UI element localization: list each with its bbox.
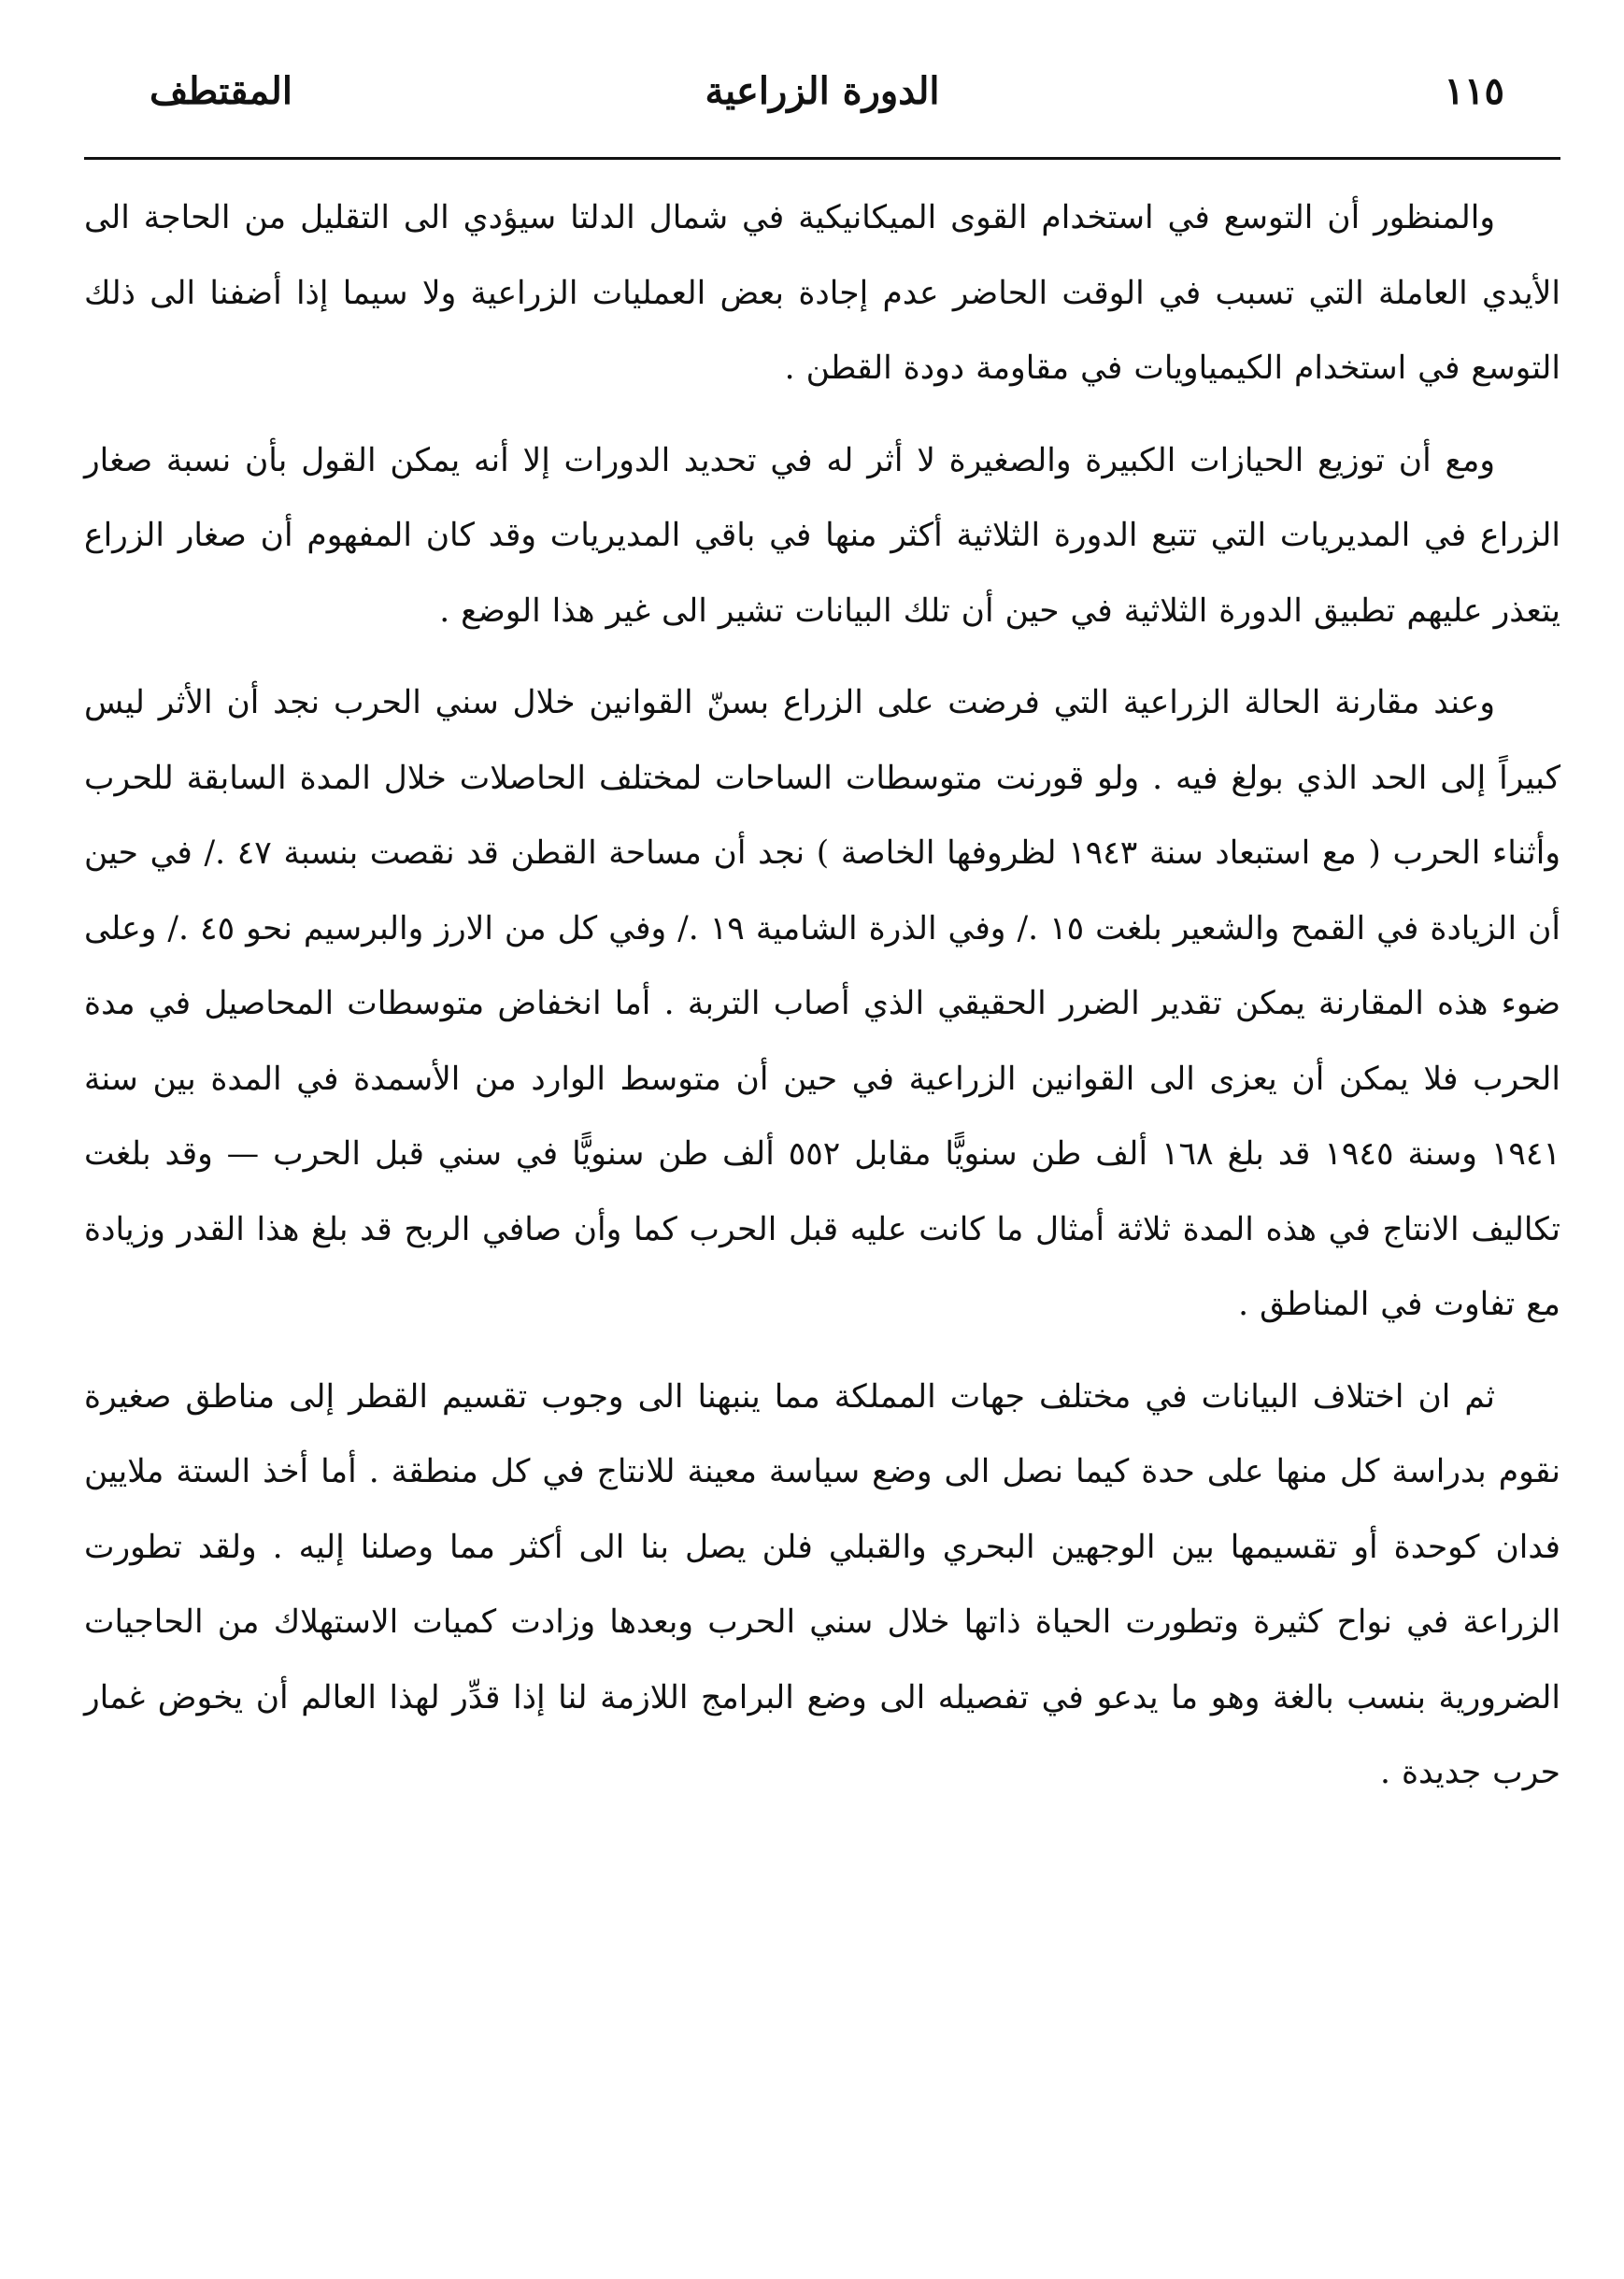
header-rule (84, 157, 1560, 160)
running-title: الدورة الزراعية (705, 69, 940, 113)
paragraph: ومع أن توزيع الحيازات الكبيرة والصغيرة لا أثر له في تحديد الدورات إلا أنه يمكن القول بأن نسبة صغار الزراع في المديريات التي تتبع الدورة الثلاثية أكثر منها في باقي المديريات وقد كان المفهوم أن صغار الزراع يتعذر عليهم تطبيق الدورة الثلاثية في حين أن تلك البيانات تشير الى غير هذا الوضع . (84, 441, 1560, 630)
article-body (84, 180, 1560, 1811)
page-header (84, 56, 1560, 140)
paragraph: وعند مقارنة الحالة الزراعية التي فرضت على الزراع بسنّ القوانين خلال سني الحرب نجد أن الأثر ليس كبيراً إلى الحد الذي بولغ فيه . ولو قورنت متوسطات الساحات لمختلف الحاصلات خلال المدة السابقة للحرب وأثناء الحرب ( مع استبعاد سنة ١٩٤٣ لظروفها الخاصة ) نجد أن مساحة القطن قد نقصت بنسبة ٤٧ ./ في حين أن الزيادة في القمح والشعير بلغت ١٥ ./ وفي الذرة الشامية ١٩ ./ وفي كل من الارز والبرسيم نحو ٤٥ ./ وعلى ضوء هذه المقارنة يمكن تقدير الضرر الحقيقي الذي أصاب التربة . أما انخفاض متوسطات المحاصيل في مدة الحرب فلا يمكن أن يعزى الى القوانين الزراعية في حين أن متوسط الوارد من الأسمدة في المدة بين سنة ١٩٤١ وسنة ١٩٤٥ قد بلغ ١٦٨ ألف طن سنويًّا مقابل ٥٥٢ ألف طن سنويًّا في سني قبل الحرب — وقد بلغت تكاليف الانتاج في هذه المدة ثلاثة أمثال ما كانت عليه قبل الحرب كما وأن صافي الربح قد بلغ هذا القدر وزيادة مع تفاوت في المناطق . (84, 684, 1560, 1323)
paragraph: ثم ان اختلاف البيانات في مختلف جهات المملكة مما ينبهنا الى وجوب تقسيم القطر إلى مناطق صغيرة نقوم بدراسة كل منها على حدة كيما نصل الى وضع سياسة معينة للانتاج في كل منطقة . أما أخذ الستة ملايين فدان كوحدة أو تقسيمها بين الوجهين البحري والقبلي فلن يصل بنا الى أكثر مما وصلنا إليه . ولقد تطورت الزراعة في نواح كثيرة وتطورت الحياة ذاتها خلال سني الحرب وبعدها وزادت كميات الاستهلاك من الحاجيات الضرورية بنسب بالغة وهو ما يدعو في تفصيله الى وضع البرامج اللازمة لنا إذا قدِّر لهذا العالم أن يخوض غمار حرب جديدة . (84, 1377, 1560, 1791)
page (84, 56, 1560, 2233)
journal-name: المقتطف (150, 69, 292, 113)
page-number: ١١٥ (1444, 69, 1504, 113)
paragraph: والمنظور أن التوسع في استخدام القوى الميكانيكية في شمال الدلتا سيؤدي الى التقليل من الحاجة الى الأيدي العاملة التي تسبب في الوقت الحاضر عدم إجادة بعض العمليات الزراعية ولا سيما إذا أضفنا الى ذلك التوسع في استخدام الكيمياويات في مقاومة دودة القطن . (84, 199, 1560, 387)
